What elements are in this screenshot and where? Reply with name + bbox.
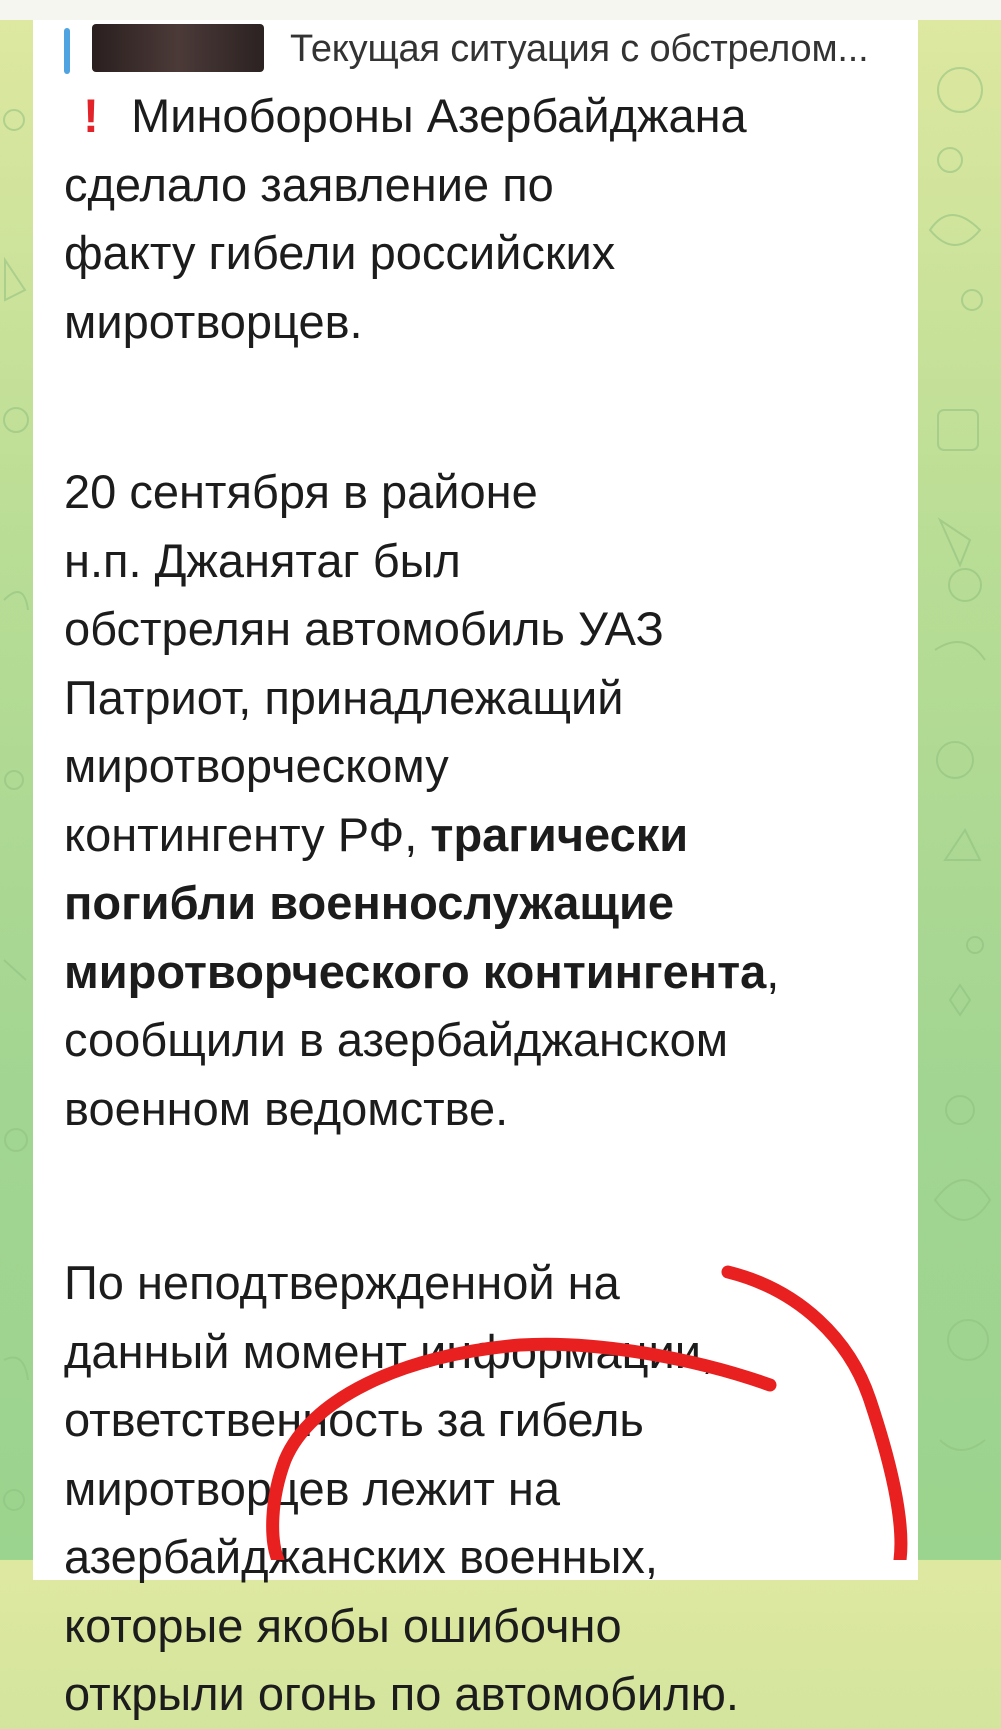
- message-line: которые якобы ошибочно: [64, 1598, 622, 1652]
- message-text-line: Минобороны Азербайджана: [131, 89, 747, 142]
- message-line: сообщили в азербайджанском: [64, 1013, 729, 1066]
- paragraph-gap: [64, 356, 894, 458]
- message-line: миротворческому: [64, 739, 449, 792]
- paragraph-gap: [64, 1143, 894, 1249]
- reply-accent-bar: [64, 28, 70, 74]
- message-text-line: ,: [766, 944, 780, 998]
- reply-title: Текущая ситуация с обстрелом...: [290, 28, 869, 70]
- message-line: миротворцев.: [64, 294, 363, 348]
- bold-text: трагически: [430, 807, 689, 861]
- message-line: [64, 938, 894, 1007]
- message-line: н.п. Джанятаг был: [64, 533, 461, 587]
- message-line: сделало заявление по: [64, 157, 554, 211]
- message-line: [64, 869, 894, 938]
- top-status-strip: [0, 0, 1001, 20]
- message-line: факту гибели российских: [64, 226, 616, 279]
- message-line: ответственность за гибель: [64, 1393, 644, 1446]
- message-line: По неподтвержденной на: [64, 1256, 620, 1309]
- message-line: [64, 801, 894, 870]
- message-text-line: контингенту РФ,: [64, 807, 431, 861]
- bold-text: миротворческого контингента: [64, 944, 767, 998]
- message-line: данный момент информации,: [64, 1324, 715, 1378]
- reply-thumbnail: [92, 24, 264, 72]
- message-line: военном ведомстве.: [64, 1081, 509, 1135]
- message-line: Патриот, принадлежащий: [64, 670, 624, 724]
- bold-text: погибли военнослужащие: [64, 876, 675, 929]
- message-line: азербайджанских военных,: [64, 1530, 658, 1583]
- message-text: [64, 82, 894, 1729]
- message-line: обстрелян автомобиль УАЗ: [64, 602, 664, 655]
- exclamation-icon: !: [83, 89, 99, 142]
- message-line: миротворцев лежит на: [64, 1461, 561, 1515]
- message-line: 20 сентября в районе: [64, 465, 538, 518]
- message-line: [64, 82, 894, 151]
- reply-preview[interactable]: [64, 22, 904, 74]
- message-line: открыли огонь по автомобилю.: [64, 1667, 739, 1720]
